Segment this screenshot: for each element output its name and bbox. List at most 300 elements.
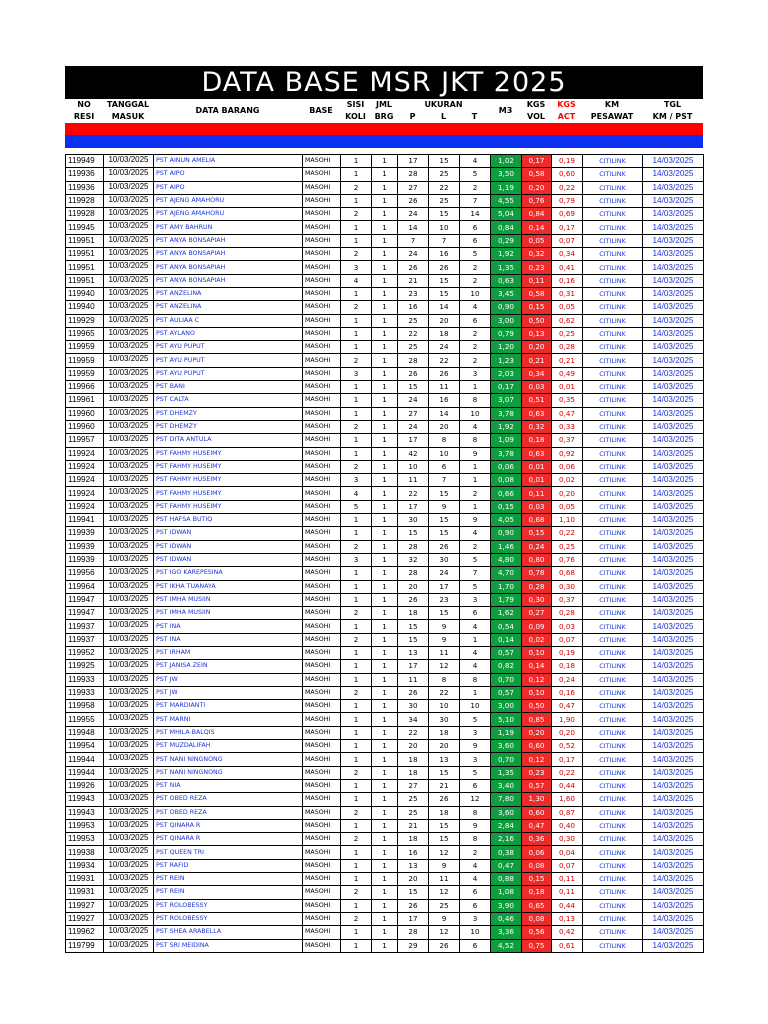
cell-km-pesawat: CITILINK <box>583 194 643 207</box>
cell-tgl-km-pst: 14/03/2025 <box>643 700 704 713</box>
cell-p: 25 <box>398 314 429 327</box>
cell-kgs-act: 0,30 <box>552 580 583 593</box>
cell-tanggal: 10/03/2025 <box>104 646 154 659</box>
cell-no-resi: 119960 <box>66 407 104 420</box>
cell-sisi-koli: 2 <box>341 540 372 553</box>
cell-kgs-vol: 0,10 <box>522 646 552 659</box>
cell-km-pesawat: CITILINK <box>583 700 643 713</box>
cell-sisi-koli: 1 <box>341 846 372 859</box>
cell-p: 16 <box>398 846 429 859</box>
cell-kgs-vol: 0,20 <box>522 726 552 739</box>
header-brg: BRG <box>374 112 394 121</box>
cell-sisi-koli: 1 <box>341 753 372 766</box>
cell-tgl-km-pst: 14/03/2025 <box>643 939 704 952</box>
cell-p: 26 <box>398 593 429 606</box>
table-row <box>66 420 704 433</box>
table-row <box>66 939 704 952</box>
cell-no-resi: 119924 <box>66 460 104 473</box>
cell-no-resi: 119959 <box>66 354 104 367</box>
cell-l: 12 <box>429 846 460 859</box>
cell-t: 1 <box>460 686 491 699</box>
cell-kgs-vol: 0,34 <box>522 367 552 380</box>
header-p: P <box>409 112 416 121</box>
cell-tanggal: 10/03/2025 <box>104 208 154 221</box>
cell-t: 4 <box>460 859 491 872</box>
cell-no-resi: 119966 <box>66 381 104 394</box>
cell-no-resi: 119925 <box>66 660 104 673</box>
cell-p: 24 <box>398 420 429 433</box>
table-row <box>66 540 704 553</box>
table-row <box>66 261 704 274</box>
cell-l: 25 <box>429 899 460 912</box>
cell-tgl-km-pst: 14/03/2025 <box>643 420 704 433</box>
cell-l: 20 <box>429 420 460 433</box>
cell-no-resi: 119933 <box>66 673 104 686</box>
table-row <box>66 779 704 792</box>
cell-data-barang: PST FAHMY HUSEIMY <box>154 447 303 460</box>
cell-kgs-vol: 0,12 <box>522 753 552 766</box>
cell-km-pesawat: CITILINK <box>583 168 643 181</box>
cell-kgs-act: 0,22 <box>552 181 583 194</box>
cell-base: MASOHI <box>303 833 341 846</box>
cell-m3: 0,15 <box>491 500 522 513</box>
cell-t: 4 <box>460 873 491 886</box>
cell-m3: 0,70 <box>491 673 522 686</box>
cell-jml-brg: 1 <box>372 912 398 925</box>
cell-tgl-km-pst: 14/03/2025 <box>643 593 704 606</box>
cell-p: 11 <box>398 474 429 487</box>
cell-data-barang: PST JW <box>154 686 303 699</box>
cell-sisi-koli: 1 <box>341 793 372 806</box>
cell-tanggal: 10/03/2025 <box>104 607 154 620</box>
table-row <box>66 434 704 447</box>
cell-m3: 1,09 <box>491 434 522 447</box>
table-row <box>66 646 704 659</box>
cell-l: 26 <box>429 540 460 553</box>
table-row <box>66 274 704 287</box>
cell-tanggal: 10/03/2025 <box>104 367 154 380</box>
cell-base: MASOHI <box>303 646 341 659</box>
header-act: ACT <box>557 112 576 121</box>
cell-data-barang: PST NANI NINGNONG <box>154 766 303 779</box>
cell-kgs-act: 0,17 <box>552 221 583 234</box>
cell-sisi-koli: 1 <box>341 287 372 300</box>
cell-jml-brg: 1 <box>372 553 398 566</box>
header-tanggal: TANGGAL <box>106 100 150 109</box>
cell-km-pesawat: CITILINK <box>583 354 643 367</box>
cell-l: 15 <box>429 487 460 500</box>
cell-jml-brg: 1 <box>372 514 398 527</box>
cell-jml-brg: 1 <box>372 779 398 792</box>
cell-base: MASOHI <box>303 314 341 327</box>
cell-jml-brg: 1 <box>372 155 398 168</box>
cell-sisi-koli: 1 <box>341 726 372 739</box>
cell-t: 6 <box>460 314 491 327</box>
cell-base: MASOHI <box>303 420 341 433</box>
cell-kgs-act: 0,05 <box>552 500 583 513</box>
cell-m3: 0,57 <box>491 686 522 699</box>
header-table <box>65 99 703 123</box>
cell-kgs-vol: 0,18 <box>522 434 552 447</box>
cell-tgl-km-pst: 14/03/2025 <box>643 779 704 792</box>
cell-l: 11 <box>429 646 460 659</box>
cell-l: 10 <box>429 221 460 234</box>
cell-km-pesawat: CITILINK <box>583 620 643 633</box>
cell-kgs-act: 0,52 <box>552 740 583 753</box>
cell-base: MASOHI <box>303 168 341 181</box>
cell-m3: 3,36 <box>491 926 522 939</box>
cell-p: 10 <box>398 460 429 473</box>
cell-data-barang: PST INA <box>154 633 303 646</box>
cell-data-barang: PST IDWAN <box>154 527 303 540</box>
cell-kgs-act: 0,34 <box>552 248 583 261</box>
cell-sisi-koli: 2 <box>341 460 372 473</box>
cell-l: 9 <box>429 859 460 872</box>
cell-sisi-koli: 1 <box>341 713 372 726</box>
cell-no-resi: 119951 <box>66 261 104 274</box>
cell-data-barang: PST ANZELINA <box>154 287 303 300</box>
cell-p: 30 <box>398 514 429 527</box>
cell-km-pesawat: CITILINK <box>583 474 643 487</box>
cell-data-barang: PST IRHAM <box>154 646 303 659</box>
cell-sisi-koli: 1 <box>341 341 372 354</box>
cell-tgl-km-pst: 14/03/2025 <box>643 673 704 686</box>
cell-t: 7 <box>460 194 491 207</box>
cell-tgl-km-pst: 14/03/2025 <box>643 766 704 779</box>
cell-l: 23 <box>429 593 460 606</box>
cell-km-pesawat: CITILINK <box>583 846 643 859</box>
cell-t: 8 <box>460 434 491 447</box>
cell-sisi-koli: 1 <box>341 194 372 207</box>
table-row <box>66 341 704 354</box>
cell-t: 3 <box>460 367 491 380</box>
cell-data-barang: PST REIN <box>154 886 303 899</box>
cell-no-resi: 119955 <box>66 713 104 726</box>
cell-kgs-vol: 0,68 <box>522 514 552 527</box>
red-band <box>65 123 703 135</box>
cell-kgs-act: 0,69 <box>552 208 583 221</box>
cell-km-pesawat: CITILINK <box>583 434 643 447</box>
cell-sisi-koli: 1 <box>341 527 372 540</box>
cell-kgs-vol: 0,76 <box>522 194 552 207</box>
cell-km-pesawat: CITILINK <box>583 873 643 886</box>
cell-tgl-km-pst: 14/03/2025 <box>643 514 704 527</box>
table-row <box>66 553 704 566</box>
table-row <box>66 208 704 221</box>
cell-kgs-act: 0,33 <box>552 420 583 433</box>
cell-no-resi: 119936 <box>66 168 104 181</box>
cell-kgs-vol: 0,75 <box>522 939 552 952</box>
cell-t: 4 <box>460 301 491 314</box>
cell-kgs-vol: 0,18 <box>522 886 552 899</box>
cell-km-pesawat: CITILINK <box>583 553 643 566</box>
cell-no-resi: 119959 <box>66 367 104 380</box>
cell-jml-brg: 1 <box>372 314 398 327</box>
cell-kgs-act: 0,11 <box>552 873 583 886</box>
cell-base: MASOHI <box>303 354 341 367</box>
cell-km-pesawat: CITILINK <box>583 833 643 846</box>
cell-km-pesawat: CITILINK <box>583 912 643 925</box>
cell-tgl-km-pst: 14/03/2025 <box>643 194 704 207</box>
cell-m3: 4,55 <box>491 194 522 207</box>
cell-sisi-koli: 1 <box>341 673 372 686</box>
cell-jml-brg: 1 <box>372 593 398 606</box>
cell-p: 17 <box>398 155 429 168</box>
table-row <box>66 607 704 620</box>
cell-km-pesawat: CITILINK <box>583 327 643 340</box>
cell-tgl-km-pst: 14/03/2025 <box>643 407 704 420</box>
cell-jml-brg: 1 <box>372 660 398 673</box>
cell-kgs-act: 0,42 <box>552 926 583 939</box>
cell-base: MASOHI <box>303 726 341 739</box>
sheet-title: DATA BASE MSR JKT 2025 <box>65 66 703 99</box>
cell-base: MASOHI <box>303 580 341 593</box>
table-row <box>66 194 704 207</box>
cell-m3: 5,10 <box>491 713 522 726</box>
cell-m3: 1,62 <box>491 607 522 620</box>
cell-tgl-km-pst: 14/03/2025 <box>643 261 704 274</box>
cell-jml-brg: 1 <box>372 487 398 500</box>
cell-data-barang: PST JW <box>154 673 303 686</box>
header-base: BASE <box>309 106 333 115</box>
cell-tanggal: 10/03/2025 <box>104 886 154 899</box>
cell-no-resi: 119964 <box>66 580 104 593</box>
cell-kgs-vol: 0,03 <box>522 500 552 513</box>
cell-km-pesawat: CITILINK <box>583 287 643 300</box>
cell-tgl-km-pst: 14/03/2025 <box>643 208 704 221</box>
cell-base: MASOHI <box>303 700 341 713</box>
cell-t: 12 <box>460 793 491 806</box>
cell-jml-brg: 1 <box>372 673 398 686</box>
cell-kgs-vol: 0,32 <box>522 420 552 433</box>
cell-tanggal: 10/03/2025 <box>104 686 154 699</box>
cell-l: 25 <box>429 168 460 181</box>
cell-tanggal: 10/03/2025 <box>104 620 154 633</box>
table-row <box>66 753 704 766</box>
cell-t: 9 <box>460 447 491 460</box>
header-kgs-act: KGS <box>557 100 576 109</box>
table-row <box>66 886 704 899</box>
cell-sisi-koli: 2 <box>341 686 372 699</box>
cell-t: 1 <box>460 474 491 487</box>
cell-kgs-vol: 0,01 <box>522 474 552 487</box>
cell-kgs-act: 0,16 <box>552 686 583 699</box>
cell-data-barang: PST JANISA ZEIN <box>154 660 303 673</box>
cell-p: 27 <box>398 181 429 194</box>
cell-jml-brg: 1 <box>372 686 398 699</box>
cell-t: 8 <box>460 833 491 846</box>
cell-l: 20 <box>429 314 460 327</box>
cell-base: MASOHI <box>303 899 341 912</box>
cell-kgs-act: 0,37 <box>552 434 583 447</box>
cell-p: 15 <box>398 633 429 646</box>
cell-tgl-km-pst: 14/03/2025 <box>643 434 704 447</box>
cell-kgs-vol: 0,24 <box>522 540 552 553</box>
cell-data-barang: PST IDWAN <box>154 540 303 553</box>
header-m3: M3 <box>498 106 513 115</box>
cell-jml-brg: 1 <box>372 793 398 806</box>
cell-p: 25 <box>398 341 429 354</box>
cell-km-pesawat: CITILINK <box>583 646 643 659</box>
cell-p: 14 <box>398 221 429 234</box>
cell-kgs-vol: 0,28 <box>522 580 552 593</box>
cell-p: 27 <box>398 407 429 420</box>
header-ukuran: UKURAN <box>424 100 463 109</box>
cell-sisi-koli: 2 <box>341 607 372 620</box>
cell-tanggal: 10/03/2025 <box>104 155 154 168</box>
cell-base: MASOHI <box>303 926 341 939</box>
cell-p: 18 <box>398 833 429 846</box>
cell-m3: 1,08 <box>491 886 522 899</box>
cell-base: MASOHI <box>303 607 341 620</box>
cell-l: 20 <box>429 740 460 753</box>
cell-kgs-vol: 0,08 <box>522 859 552 872</box>
cell-p: 17 <box>398 500 429 513</box>
cell-km-pesawat: CITILINK <box>583 686 643 699</box>
table-row <box>66 447 704 460</box>
cell-kgs-vol: 0,09 <box>522 620 552 633</box>
header-tgl: TGL <box>663 100 682 109</box>
cell-km-pesawat: CITILINK <box>583 447 643 460</box>
cell-kgs-vol: 0,32 <box>522 248 552 261</box>
cell-t: 14 <box>460 208 491 221</box>
cell-p: 20 <box>398 740 429 753</box>
cell-data-barang: PST BANI <box>154 381 303 394</box>
cell-jml-brg: 1 <box>372 194 398 207</box>
cell-l: 10 <box>429 447 460 460</box>
header-km-pst: KM / PST <box>652 112 693 121</box>
cell-tgl-km-pst: 14/03/2025 <box>643 620 704 633</box>
cell-tgl-km-pst: 14/03/2025 <box>643 341 704 354</box>
cell-sisi-koli: 2 <box>341 833 372 846</box>
cell-data-barang: PST QINARA R <box>154 819 303 832</box>
cell-data-barang: PST ANYA BONSAPIAH <box>154 234 303 247</box>
cell-jml-brg: 1 <box>372 460 398 473</box>
cell-tanggal: 10/03/2025 <box>104 766 154 779</box>
cell-kgs-act: 0,22 <box>552 766 583 779</box>
cell-m3: 0,17 <box>491 381 522 394</box>
cell-km-pesawat: CITILINK <box>583 859 643 872</box>
cell-m3: 1,19 <box>491 726 522 739</box>
table-row <box>66 819 704 832</box>
cell-t: 3 <box>460 593 491 606</box>
cell-km-pesawat: CITILINK <box>583 633 643 646</box>
cell-tgl-km-pst: 14/03/2025 <box>643 686 704 699</box>
cell-m3: 2,84 <box>491 819 522 832</box>
cell-kgs-act: 0,76 <box>552 553 583 566</box>
cell-sisi-koli: 2 <box>341 912 372 925</box>
cell-km-pesawat: CITILINK <box>583 673 643 686</box>
cell-l: 7 <box>429 474 460 487</box>
cell-base: MASOHI <box>303 474 341 487</box>
cell-data-barang: PST AYU PUPUT <box>154 354 303 367</box>
cell-m3: 0,84 <box>491 221 522 234</box>
cell-kgs-vol: 0,08 <box>522 912 552 925</box>
cell-base: MASOHI <box>303 261 341 274</box>
cell-sisi-koli: 1 <box>341 873 372 886</box>
cell-p: 24 <box>398 394 429 407</box>
cell-base: MASOHI <box>303 633 341 646</box>
table-row <box>66 301 704 314</box>
table-row <box>66 367 704 380</box>
cell-p: 28 <box>398 926 429 939</box>
table-row <box>66 793 704 806</box>
cell-t: 1 <box>460 500 491 513</box>
cell-data-barang: PST MARNI <box>154 713 303 726</box>
cell-tanggal: 10/03/2025 <box>104 460 154 473</box>
cell-km-pesawat: CITILINK <box>583 793 643 806</box>
cell-p: 34 <box>398 713 429 726</box>
cell-tgl-km-pst: 14/03/2025 <box>643 181 704 194</box>
cell-m3: 1,46 <box>491 540 522 553</box>
cell-t: 10 <box>460 287 491 300</box>
cell-base: MASOHI <box>303 221 341 234</box>
cell-km-pesawat: CITILINK <box>583 886 643 899</box>
cell-p: 24 <box>398 208 429 221</box>
cell-no-resi: 119951 <box>66 274 104 287</box>
cell-kgs-vol: 0,23 <box>522 261 552 274</box>
cell-kgs-act: 0,20 <box>552 726 583 739</box>
cell-kgs-act: 0,06 <box>552 460 583 473</box>
cell-data-barang: PST NIA <box>154 779 303 792</box>
cell-jml-brg: 1 <box>372 287 398 300</box>
cell-sisi-koli: 3 <box>341 367 372 380</box>
cell-kgs-act: 0,07 <box>552 633 583 646</box>
cell-l: 15 <box>429 514 460 527</box>
cell-tanggal: 10/03/2025 <box>104 593 154 606</box>
cell-km-pesawat: CITILINK <box>583 155 643 168</box>
cell-l: 26 <box>429 367 460 380</box>
table-row <box>66 248 704 261</box>
cell-l: 30 <box>429 713 460 726</box>
cell-data-barang: PST INA <box>154 620 303 633</box>
cell-no-resi: 119953 <box>66 819 104 832</box>
cell-base: MASOHI <box>303 248 341 261</box>
cell-no-resi: 119928 <box>66 208 104 221</box>
cell-tgl-km-pst: 14/03/2025 <box>643 859 704 872</box>
cell-tgl-km-pst: 14/03/2025 <box>643 381 704 394</box>
cell-m3: 0,54 <box>491 620 522 633</box>
cell-kgs-act: 0,40 <box>552 819 583 832</box>
cell-p: 16 <box>398 301 429 314</box>
cell-l: 15 <box>429 607 460 620</box>
cell-no-resi: 119951 <box>66 248 104 261</box>
cell-sisi-koli: 1 <box>341 620 372 633</box>
cell-no-resi: 119799 <box>66 939 104 952</box>
cell-km-pesawat: CITILINK <box>583 540 643 553</box>
cell-kgs-act: 0,22 <box>552 527 583 540</box>
cell-kgs-act: 0,35 <box>552 394 583 407</box>
cell-base: MASOHI <box>303 274 341 287</box>
cell-p: 20 <box>398 580 429 593</box>
cell-km-pesawat: CITILINK <box>583 514 643 527</box>
cell-l: 8 <box>429 434 460 447</box>
cell-tgl-km-pst: 14/03/2025 <box>643 926 704 939</box>
cell-no-resi: 119939 <box>66 527 104 540</box>
cell-km-pesawat: CITILINK <box>583 926 643 939</box>
cell-no-resi: 119947 <box>66 593 104 606</box>
table-row <box>66 474 704 487</box>
cell-tanggal: 10/03/2025 <box>104 168 154 181</box>
cell-l: 18 <box>429 327 460 340</box>
cell-t: 2 <box>460 341 491 354</box>
cell-l: 15 <box>429 527 460 540</box>
cell-p: 26 <box>398 899 429 912</box>
cell-tgl-km-pst: 14/03/2025 <box>643 553 704 566</box>
cell-m3: 7,80 <box>491 793 522 806</box>
cell-sisi-koli: 2 <box>341 420 372 433</box>
cell-data-barang: PST IGO KAREPESINA <box>154 567 303 580</box>
